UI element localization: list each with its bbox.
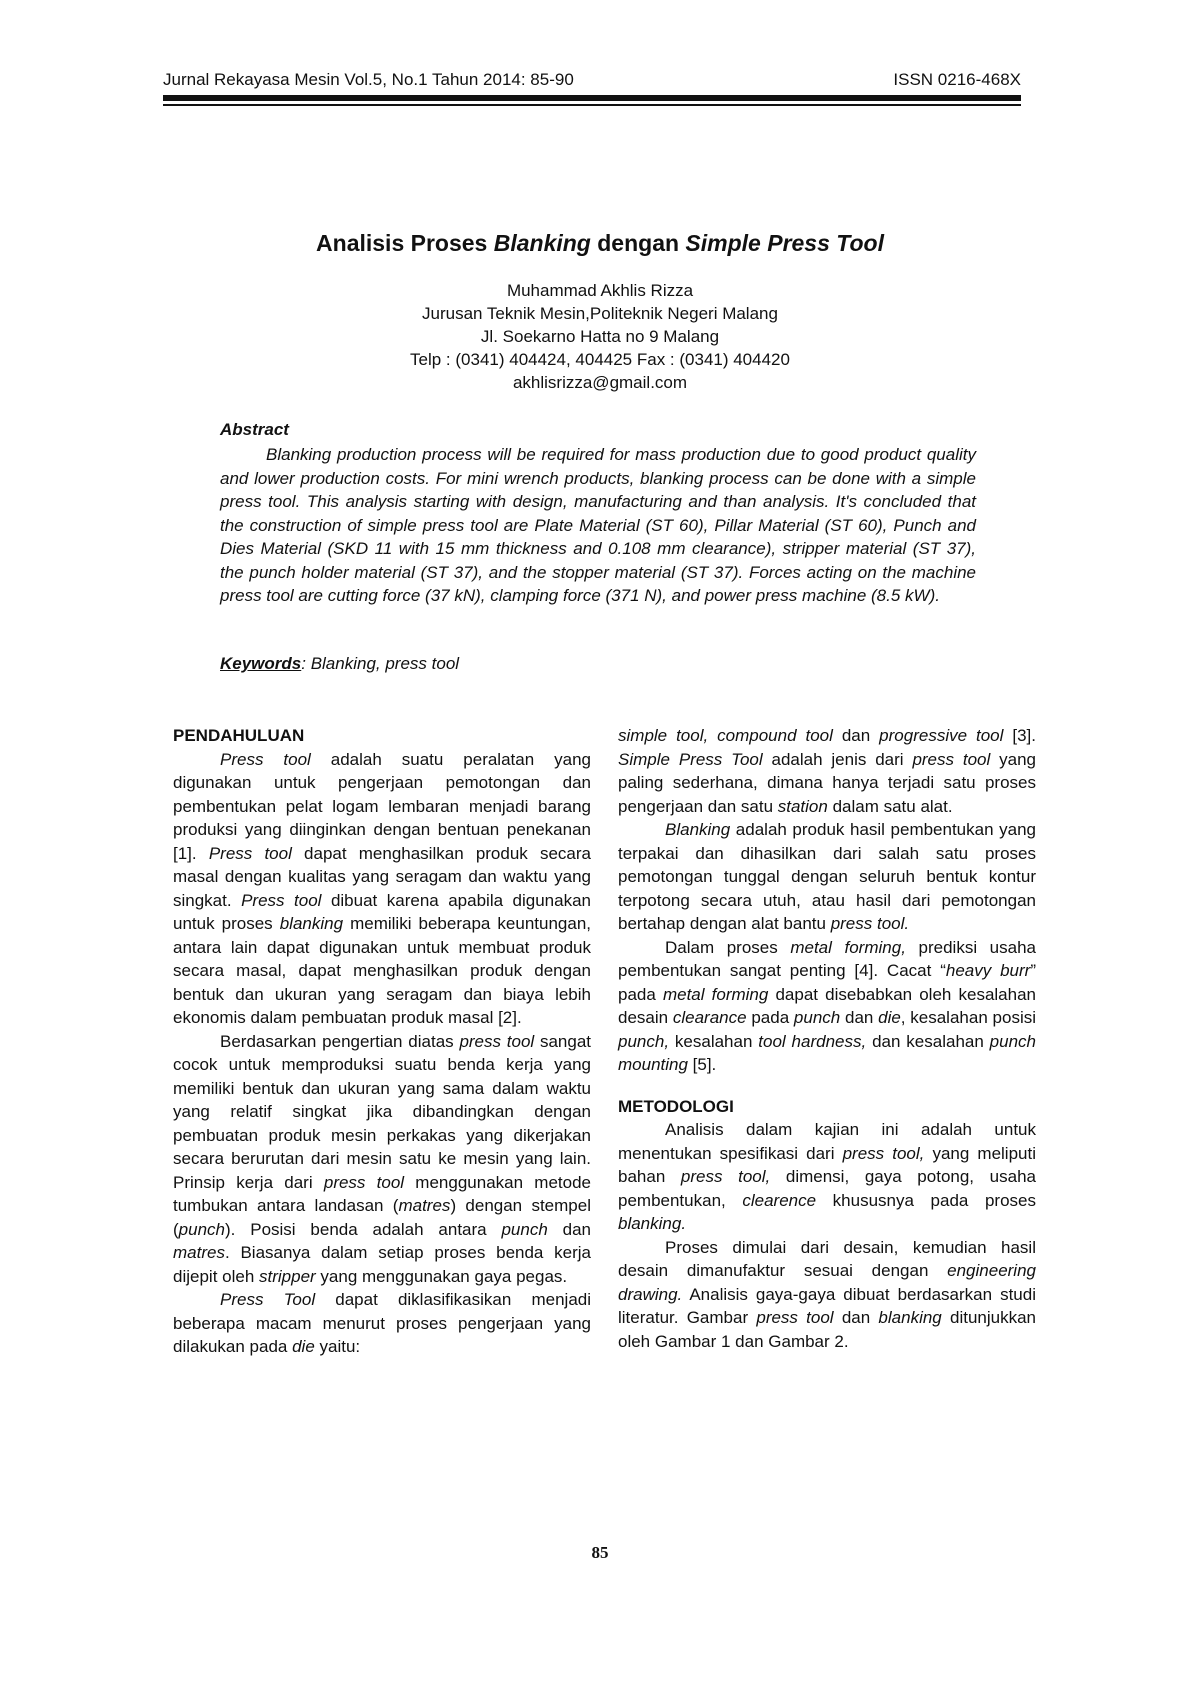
paragraph: simple tool, compound tool dan progressive tool [3]. Simple Press Tool adalah jenis dari press tool yang paling sederhana, dimana hanya terjadi satu proses pengerjaan dan satu station dalam satu alat. (618, 726, 1037, 816)
left-column (173, 724, 591, 1359)
paragraph: Press Tool dapat diklasifikasikan menjadi beberapa macam menurut proses pengerjaan yang dilakukan pada die yaitu: (173, 1290, 591, 1356)
paragraph: Analisis dalam kajian ini adalah untuk menentukan spesifikasi dari press tool, yang meliputi bahan press tool, dimensi, gaya potong, usaha pembentukan, clearence khususnya pada proses blanking. (618, 1120, 1037, 1233)
abstract-heading: Abstract (220, 420, 289, 439)
author-email: akhlisrizza@gmail.com (512, 373, 688, 392)
author-name: Muhammad Akhlis Rizza (506, 281, 694, 300)
issn: ISSN 0216-468X (893, 70, 1021, 89)
abstract-text: Blanking production process will be required for mass production due to good product quality and lower production costs. For mini wrench products, blanking process can be done with a simple press tool. This analysis starting with design, manufacturing and than analysis. It's concluded that the construction of simple press tool are Plate Material (ST 60), Pillar Material (ST 60), Punch and Dies Material (SKD 11 with 15 mm thickness and 0.108 mm clearance), stripper material (ST 37), the punch holder material (ST 37), and the stopper material (ST 37). Forces acting on the machine press tool are cutting force (37 kN), clamping force (371 N), and power press machine (8.5 kW). (220, 445, 976, 605)
journal-citation: Jurnal Rekayasa Mesin Vol.5, No.1 Tahun 2014: 85-90 (163, 70, 574, 89)
author-block (0, 279, 1200, 394)
keywords-text: : Blanking, press tool (301, 654, 460, 673)
paragraph: Press tool adalah suatu peralatan yang digunakan untuk pengerjaan pemotongan dan pembentukan pelat logam lembaran menjadi barang produksi yang diinginkan dengan bentuan penekanan [1]. Press tool dapat menghasilkan produk secara masal dengan kualitas yang seragam dan waktu yang singkat. Press tool dibuat karena apabila digunakan untuk proses blanking memiliki beberapa keuntungan, antara lain dapat digunakan untuk membuat produk secara masal, dapat menghasilkan produk dengan bentuk dan ukuran yang seragam dan biaya lebih ekonomis dalam pembuatan produk masal [2]. (173, 749, 592, 1027)
paragraph: Blanking adalah produk hasil pembentukan yang terpakai dan dihasilkan dari salah satu proses pemotongan tunggal dengan seluruh bentuk kontur terpotong secara utuh, atau hasil dari pemotongan bertahap dengan alat bantu press tool. (618, 820, 1036, 933)
header-rule-thin (163, 104, 1021, 106)
running-header (163, 70, 1021, 92)
section-heading-pendahuluan: PENDAHULUAN (173, 726, 305, 745)
paper-title: Analisis Proses Blanking dengan Simple Press Tool (316, 230, 884, 256)
keywords (220, 654, 459, 674)
author-address: Jl. Soekarno Hatta no 9 Malang (480, 327, 720, 346)
author-phone: Telp : (0341) 404424, 404425 Fax : (0341) 404420 (410, 350, 790, 369)
paragraph: Dalam proses metal forming, prediksi usaha pembentukan sangat penting [4]. Cacat “heavy burr” pada metal forming dapat disebabkan oleh kesalahan desain clearance pada punch dan die, kesalahan posisi punch, kesalahan tool hardness, dan kesalahan punch mounting [5]. (618, 937, 1037, 1074)
right-column (618, 724, 1036, 1353)
section-heading-metodologi: METODOLOGI (618, 1096, 734, 1116)
author-affiliation: Jurusan Teknik Mesin,Politeknik Negeri Malang (422, 304, 778, 323)
paragraph: Proses dimulai dari desain, kemudian hasil desain dimanufaktur sesuai dengan engineering drawing. Analisis gaya-gaya dibuat berdasarkan studi literatur. Gambar press tool dan blanking ditunjukkan oleh Gambar 1 dan Gambar 2. (618, 1237, 1036, 1351)
section-gap (618, 1077, 1036, 1095)
page-number: 85 (591, 1543, 609, 1562)
keywords-label: Keywords (220, 654, 302, 673)
paragraph: Berdasarkan pengertian diatas press tool sangat cocok untuk memproduksi suatu benda kerja yang memiliki bentuk dan ukuran yang sama dalam waktu yang relatif singkat jika dibandingkan dengan pembuatan produk mesin perkakas yang dikerjakan secara berurutan dari mesin satu ke mesin yang lain. Prinsip kerja dari press tool menggunakan metode tumbukan antara landasan (matres) dengan stempel (punch). Posisi benda adalah antara punch dan matres. Biasanya dalam setiap proses benda kerja dijepit oleh stripper yang menggunakan gaya pegas. (173, 1031, 592, 1286)
header-rule-thick (163, 95, 1021, 101)
